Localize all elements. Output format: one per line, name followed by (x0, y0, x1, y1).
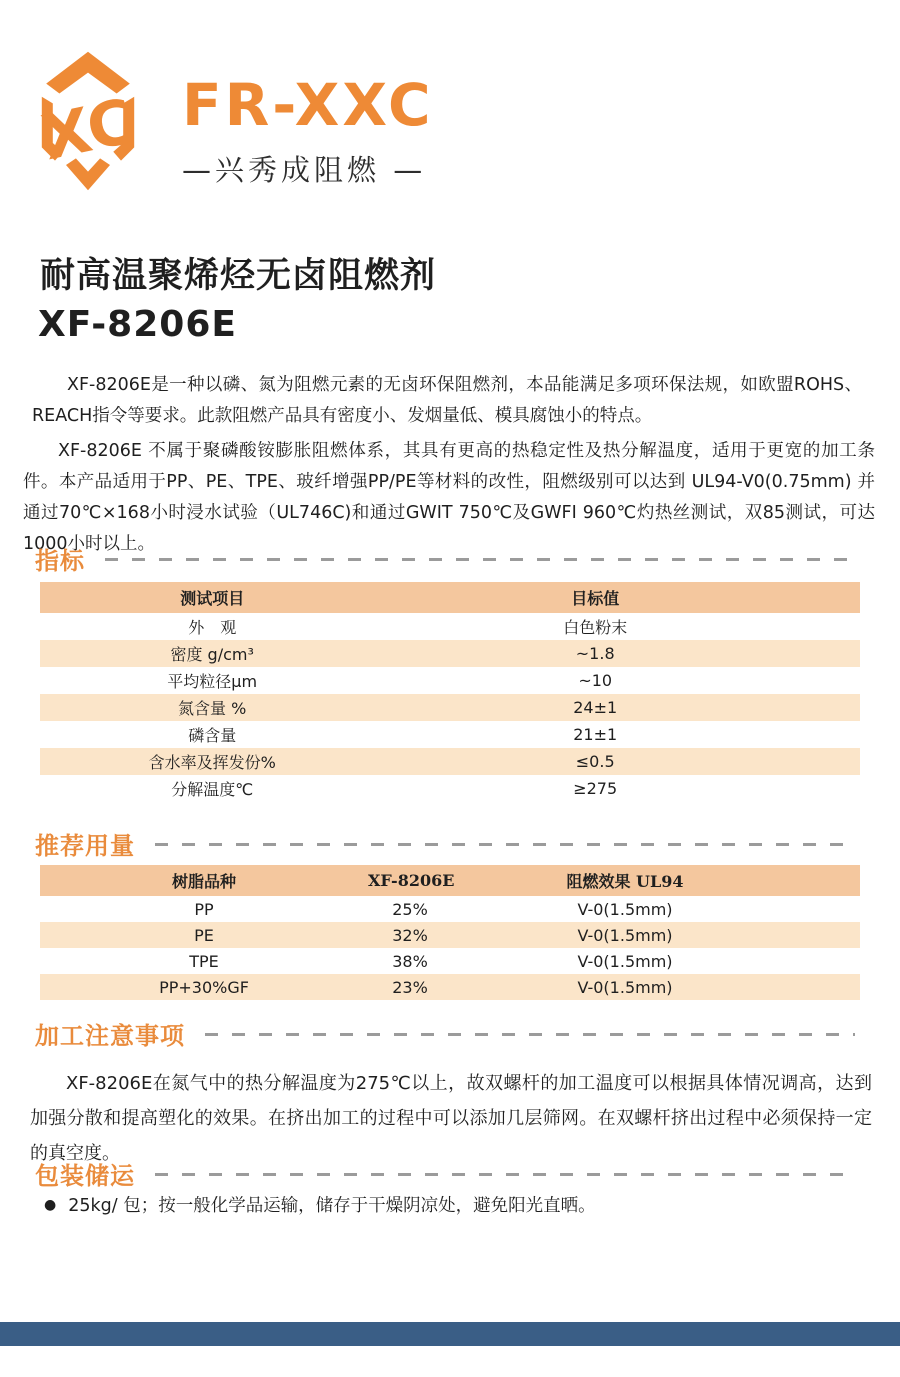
table-row (40, 748, 860, 775)
table-row (40, 974, 860, 1000)
spec-col-header: 目标值 (571, 589, 620, 608)
table-cell: 白色粉末 (563, 618, 628, 637)
packaging-list-item (44, 1192, 596, 1217)
dashed-divider (155, 1173, 855, 1176)
table-row (40, 721, 860, 748)
intro-paragraph-2: XF-8206E 不属于聚磷酸铵膨胀阻燃体系，其具有更高的热稳定性及热分解温度，适用于更宽的加工条件。本产品适用于PP、PE、TPE、玻纤增强PP/PE等材料的改性，阻燃级别可以达到 UL94-V0(0.75mm) 并通过70℃×168小时浸水试验（UL746C)和通过GWIT 750℃及GWFI 960℃灼热丝测试，双85测试，可达1000小时以上。 (23, 440, 875, 554)
dashed-divider (105, 558, 855, 561)
table-cell: 21±1 (573, 725, 618, 744)
table-row (40, 667, 860, 694)
dashed-divider (155, 843, 855, 846)
table-cell: V-0(1.5mm) (577, 899, 673, 919)
brand-wordmark: FR-XXC (182, 71, 434, 139)
table-row (40, 640, 860, 667)
section-heading-dosage (35, 826, 855, 861)
table-cell: PE (194, 925, 214, 945)
table-row (40, 775, 860, 802)
table-cell: TPE (189, 951, 219, 971)
table-cell: 平均粒径μm (167, 672, 258, 691)
table-cell: V-0(1.5mm) (577, 951, 673, 971)
section-heading-spec (35, 541, 855, 576)
table-row (40, 896, 860, 922)
dosage-col-header: 阻燃效果 UL94 (566, 872, 684, 891)
page-title: 耐高温聚烯烃无卤阻燃剂 (40, 256, 437, 296)
table-cell: 32% (392, 925, 428, 945)
dashed-divider (205, 1033, 855, 1036)
spec-col-header: 测试项目 (180, 589, 245, 608)
bullet-icon: ● (44, 1196, 57, 1213)
table-cell: V-0(1.5mm) (577, 977, 673, 997)
table-cell: ~1.8 (575, 644, 615, 663)
table-cell: 氮含量 % (178, 699, 247, 718)
footer-accent-bar (0, 1322, 900, 1346)
brand-tagline: —兴秀成阻燃 — (182, 153, 427, 187)
brand-logo (22, 46, 434, 196)
hexagon-xc-logo-icon (22, 46, 154, 196)
spec-table (40, 582, 860, 802)
product-code: XF-8206E (38, 304, 237, 345)
table-cell: 磷含量 (188, 726, 237, 745)
table-cell: 38% (392, 951, 428, 971)
dosage-col-header: 树脂品种 (171, 872, 236, 891)
svg-text:XC: XC (36, 85, 140, 175)
table-cell: ~10 (578, 671, 613, 690)
table-cell: V-0(1.5mm) (577, 925, 673, 945)
packaging-heading-label: 包装储运 (35, 1161, 135, 1190)
table-cell: 含水率及挥发份% (148, 753, 276, 772)
spec-heading-label: 指标 (35, 546, 85, 575)
dosage-col-header: XF-8206E (368, 871, 455, 890)
table-cell: ≥275 (573, 779, 618, 798)
table-row (40, 613, 860, 640)
table-cell: 外 观 (188, 618, 237, 637)
intro-paragraph-1: XF-8206E是一种以磷、氮为阻燃元素的无卤环保阻燃剂，本品能满足多项环保法规，如欧盟ROHS、REACH指令等要求。此款阻燃产品具有密度小、发烟量低、模具腐蚀小的特点。 (32, 374, 862, 426)
dosage-table-header-row (40, 865, 860, 896)
processing-paragraph: XF-8206E在氮气中的热分解温度为275℃以上，故双螺杆的加工温度可以根据具体情况调高，达到加强分散和提高塑化的效果。在挤出加工的过程中可以添加几层筛网。在双螺杆挤出过程中必须保持一定的真空度。 (30, 1073, 872, 1164)
table-cell: 分解温度℃ (171, 780, 254, 799)
brand-text-block (182, 46, 434, 189)
table-cell: PP (194, 899, 214, 919)
table-cell: 密度 g/cm³ (170, 645, 254, 664)
table-cell: 24±1 (573, 698, 618, 717)
section-heading-packaging (35, 1156, 855, 1191)
packaging-item-text: 25kg/ 包；按一般化学品运输，储存于干燥阴凉处，避免阳光直晒。 (68, 1196, 596, 1216)
table-cell: PP+30%GF (159, 977, 249, 997)
section-heading-processing (35, 1016, 855, 1051)
table-row (40, 948, 860, 974)
table-cell: 25% (392, 899, 428, 919)
table-row (40, 694, 860, 721)
dosage-heading-label: 推荐用量 (35, 831, 135, 860)
table-cell: ≤0.5 (575, 752, 615, 771)
dosage-table (40, 865, 860, 1000)
spec-table-header-row (40, 582, 860, 613)
table-cell: 23% (392, 977, 428, 997)
processing-heading-label: 加工注意事项 (35, 1021, 185, 1050)
table-row (40, 922, 860, 948)
